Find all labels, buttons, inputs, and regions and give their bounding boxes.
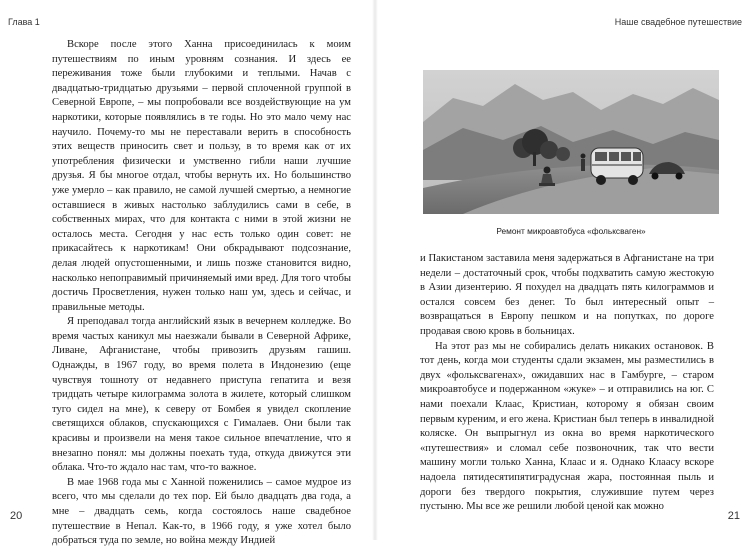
photo-vw-bus-repair [423, 70, 719, 214]
left-text-block [52, 38, 351, 549]
paragraph: Я преподавал тогда английский язык в вечернем колледже. Во время частых каникул мы наезжали бывали в Северной Африке, Ливане, Афганистане, чтобы привозить друзьям гашиш. Однажды, в 1967 году, во время полета в Индонезию (еще чувствуя тошноту от недавнего приступа гепатита и везя тридцать четыре килограмма золота в жилете, который слишком туго сидел на мне), к северу от Бомбея я увидел скопление светящихся облаков, спускающихся с Гималаев. Они были так красивы и произвели на меня такое сильное впечатление, что я внезапно понял: мы должны поехать туда, откуда движутся эти облака. Что-то ждало нас там, что-то важное. [52, 316, 351, 474]
photo-caption: Ремонт микроавтобуса «фольксваген» [496, 226, 646, 236]
page-number-left: 20 [10, 510, 23, 522]
photo-figure [423, 70, 719, 236]
page-number-right: 21 [727, 510, 740, 522]
paragraph: На этот раз мы не собирались делать никаких остановок. В тот день, когда мои студенты сдали экзамен, мы разместились в двух «фольксвагенах», ожидавших нас в Гамбурге, – старом микроавтобусе и подержанном «жуке» – и отправились на юг. С нами поехали Клаас, Кристиан, которому я обязан своим первым куреним, и его жена. Кристиан был теперь в инвалидной коляске. Он выпрыгнул из окна во время наркотического «путешествия» и сломал себе позвоночник, так что вести машину могли только Ханна, Клаас и я. Однако Клаасу вскоре надоела пятидесятипятиградусная жара, постоянная пыль и дороги без твердого покрытия, служившие путем через пустыню. Мы все же решили любой ценой как можно [420, 340, 714, 513]
left-page [0, 0, 375, 547]
person-standing [581, 154, 586, 172]
running-head-left: Глава 1 [8, 17, 40, 27]
paragraph: Вскоре после этого Ханна присоединилась к моим путешествиям по иным уровням сознания. И здесь ее переживания тоже были глубокими и теплыми. Начав с двадцатью-тридцатью друзьями – первой сплоченной группой в Северной Европе, – мы попробовали все воздействующие на ум наркотики, которые появлялись в те годы. Но это мало чему нас научило. Почему-то мы не переставали верить в способность этих веществ приносить свет и пользу, в то время как от их употребления физически и умственно гибли наши лучшие друзья. Я бы многое отдал, чтобы вернуть их. Но большинство уже умерло – как правило, не самой лучшей смертью, а немногие оставшиеся в живых настолько заблудились сами в себе, в собственных мирах, что для контакта с ними в этой жизни не осталось места. Сегодня у нас есть только один совет: не прикасайтесь к наркотикам! Они обкрадывают подсознание, делая людей опустошенными, и лишь позже становится видно, насколько непоправимый причиняемый ими вред. Для того чтобы достичь Просветления, нужен только наш ум, здесь и сейчас, и правильные методы. [52, 39, 351, 313]
right-page [375, 0, 750, 540]
paragraph-continuation: и Пакистаном заставила меня задержаться в Афганистане на три недели – достаточный срок, чтобы подхватить самую жестокую в Азии дизентерию. Я похудел на двадцать пять килограммов и остался совсем без денег. То был интересный опыт – возвращаться в Европу пешком и на попутках, по дороге продавая свою кровь в больницах. [420, 253, 714, 337]
running-head-right: Наше свадебное путешествие [614, 17, 742, 27]
paragraph: В мае 1968 года мы с Ханной поженились – самое мудрое из всего, что мы сделали до тех пор. Ей было двадцать два года, а мне – двадцать семь, когда состоялось наше свадебное путешествие в Непал. Как-то, в 1966 году, я уже хотел было добраться туда по земле, но война между Индией [52, 476, 351, 547]
right-text-block [420, 252, 714, 515]
